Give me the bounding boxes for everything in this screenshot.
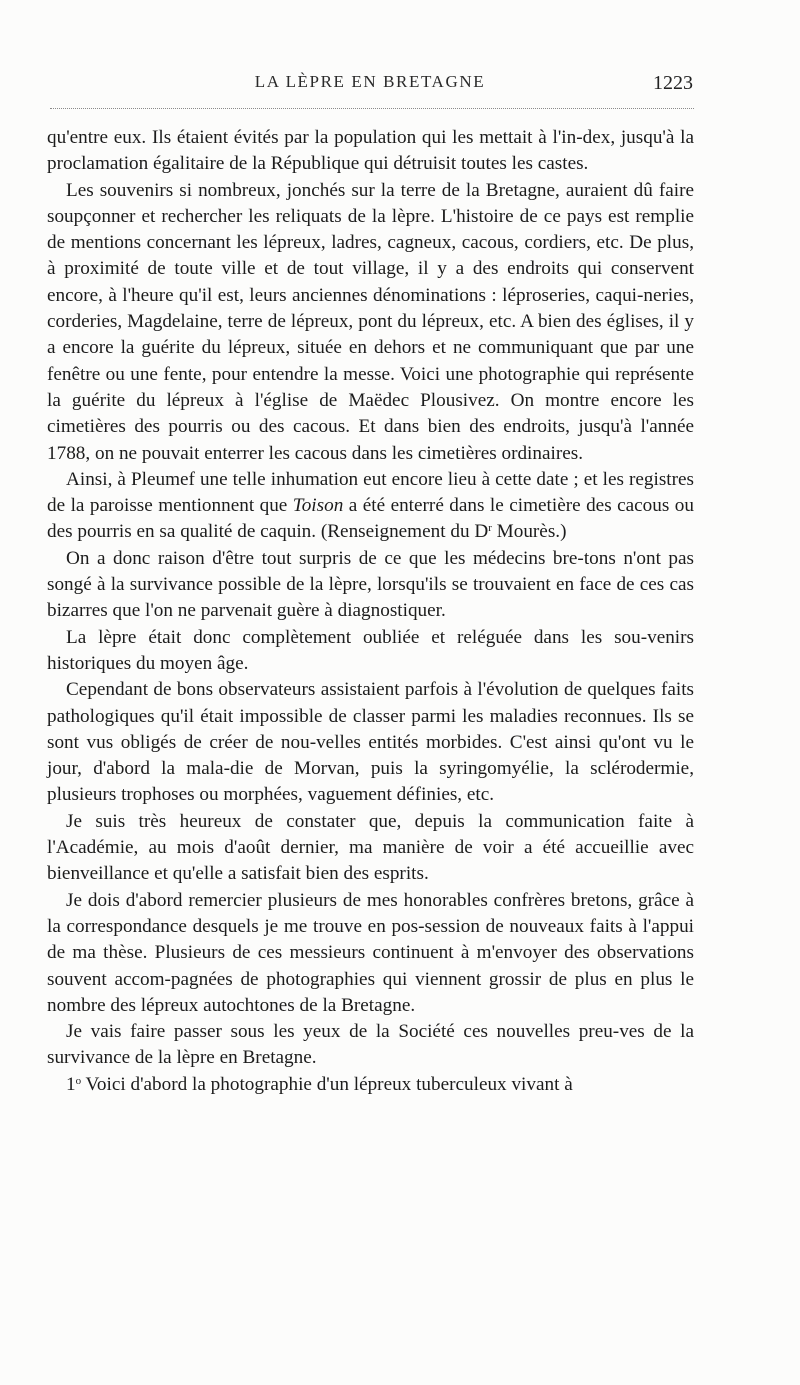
paragraph-1: qu'entre eux. Ils étaient évités par la population qui les mettait à l'in-dex, jusqu'à la proclamation égalitaire de la République qui détruisit toutes les castes.: [47, 127, 694, 175]
running-title: LA LÈPRE EN BRETAGNE: [254, 72, 486, 91]
list-number: 1: [66, 1073, 76, 1095]
header-rule: [50, 108, 694, 109]
paragraph-8: Je dois d'abord remercier plusieurs de mes honorables confrères bretons, grâce à la correspondance desquels je me trouve en pos-session de nouveaux faits à l'appui de ma thèse. Plusieurs de ces messieurs continuent à m'envoyer des observations souvent accom-pagnées de photographies qui viennent grossir de plus en plus le nombre des lépreux autochtones de la Bretagne.: [47, 889, 694, 1016]
paragraph-3-text-before: Ainsi, à Pleumef une telle inhumation eut encore lieu à cette date ; et les registres de la paroisse mentionnent que: [47, 468, 694, 517]
ordinal-superscript: o: [75, 1074, 82, 1087]
paragraph-3-text-middle: a été enterré dans le cimetière des cacous ou des pourris en sa qualité de caquin. (Renseignement du D: [47, 495, 694, 543]
paragraph-10: [47, 1072, 694, 1098]
paragraph-2: Les souvenirs si nombreux, jonchés sur la terre de la Bretagne, auraient dû faire soupçonner et rechercher les reliquats de la lèpre. L'histoire de ce pays est remplie de mentions concernant les lépreux, ladres, cagneux, cacous, cordiers, etc. De plus, à proximité de toute ville et de tout village, il y a des endroits qui conservent encore, à l'heure qu'il est, leurs anciennes dénominations : léproseries, caqui-neries, corderies, Magdelaine, terre de lépreux, pont du lépreux, etc. A bien des églises, il y a encore la guérite du lépreux, située en dehors et ne communiquant que par une fenêtre ou une fente, pour entendre la messe. Voici une photographie qui représente la guérite du lépreux à l'église de Maëdec Plousivez. On montre encore les cimetières des pourris ou des cacous. Et dans bien des endroits, jusqu'à l'année 1788, on ne pouvait enterrer les cacous dans les cimetières ordinaires.: [47, 179, 694, 464]
person-name-toison: Toison: [292, 495, 344, 517]
paragraph-5: La lèpre était donc complètement oubliée et reléguée dans les sou-venirs historiques du moyen âge.: [47, 626, 694, 674]
body-text: [47, 125, 694, 1098]
paragraph-10-text: Voici d'abord la photographie d'un lépreux tuberculeux vivant à: [81, 1073, 573, 1095]
paragraph-6: Cependant de bons observateurs assistaient parfois à l'évolution de quelques faits pathologiques qu'il était impossible de classer parmi les maladies reconnues. Ils se sont vus obligés de créer de nou-velles entités morbides. C'est ainsi qu'ont vu le jour, d'abord la mala-die de Morvan, puis la syringomyélie, la sclérodermie, plusieurs trophoses ou morphées, vaguement définies, etc.: [47, 679, 694, 806]
paragraph-4: On a donc raison d'être tout surpris de ce que les médecins bre-tons n'ont pas songé à la survivance possible de la lèpre, lorsqu'ils se trouvaient en face de ces cas bizarres que l'on ne parvenait guère à diagnostiquer.: [47, 547, 694, 622]
paragraph-3: [47, 467, 694, 546]
running-header: [47, 72, 693, 96]
doctor-abbrev-superscript: r: [488, 522, 492, 535]
page-number: 1223: [653, 72, 693, 94]
paragraph-3-text-after: Mourès.): [491, 521, 567, 543]
paragraph-7: Je suis très heureux de constater que, depuis la communication faite à l'Académie, au mois d'août dernier, ma manière de voir a été accueillie avec bienveillance et qu'elle a satisfait bien des esprits.: [47, 810, 694, 885]
paragraph-9: Je vais faire passer sous les yeux de la Société ces nouvelles preu-ves de la survivance de la lèpre en Bretagne.: [47, 1021, 694, 1069]
